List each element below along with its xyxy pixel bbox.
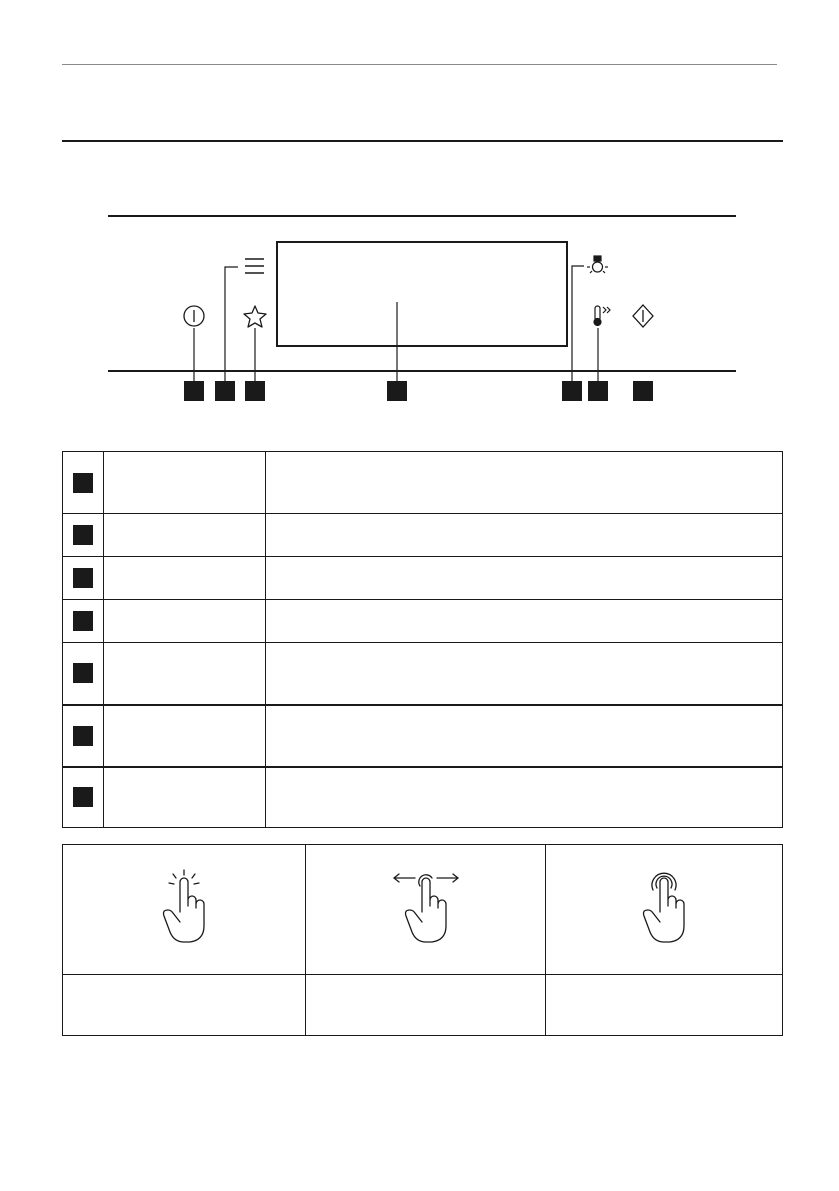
description-cell (266, 600, 783, 643)
reference-markers (184, 381, 653, 401)
table-row (63, 767, 783, 828)
function-cell (104, 600, 266, 643)
gesture-label-row (63, 975, 783, 1036)
power-icon (184, 306, 204, 326)
description-cell (266, 452, 783, 514)
row-marker (73, 568, 93, 588)
row-marker (73, 611, 93, 631)
marker-4 (387, 381, 407, 401)
table-row (63, 643, 783, 705)
description-cell (266, 767, 783, 828)
leader-lines (194, 266, 598, 382)
marker-3 (245, 381, 265, 401)
row-marker (73, 663, 93, 683)
star-icon (244, 306, 266, 327)
gesture-label (546, 975, 783, 1036)
lamp-icon (587, 256, 608, 273)
description-cell (266, 557, 783, 600)
controls-table (62, 451, 783, 828)
gesture-label (63, 975, 306, 1036)
swipe-gesture-icon (391, 868, 461, 948)
menu-icon (245, 259, 264, 273)
gesture-label (306, 975, 546, 1036)
marker-2 (215, 381, 235, 401)
function-cell (104, 643, 266, 705)
description-cell (266, 514, 783, 557)
touch-hold-gesture-icon (634, 868, 694, 948)
table-row (63, 600, 783, 643)
function-cell (104, 557, 266, 600)
row-marker (73, 473, 93, 493)
control-panel-diagram (0, 200, 839, 420)
table-row (63, 557, 783, 600)
marker-1 (184, 381, 204, 401)
function-cell (104, 514, 266, 557)
header-rule (62, 64, 777, 65)
row-marker (73, 787, 93, 807)
marker-6 (588, 381, 608, 401)
gesture-icon-row (63, 845, 783, 975)
marker-7 (633, 381, 653, 401)
display-screen (277, 242, 567, 346)
function-cell (104, 452, 266, 514)
table-row (63, 452, 783, 514)
function-cell (104, 705, 266, 767)
marker-5 (562, 381, 582, 401)
function-cell (104, 767, 266, 828)
description-cell (266, 643, 783, 705)
thermometer-icon (594, 306, 610, 326)
table-row (63, 705, 783, 767)
row-marker (73, 726, 93, 746)
tap-gesture-icon (154, 868, 214, 948)
start-stop-icon (633, 305, 653, 327)
description-cell (266, 705, 783, 767)
row-marker (73, 525, 93, 545)
table-row (63, 514, 783, 557)
gestures-table (62, 844, 783, 1036)
section-rule (62, 140, 783, 142)
